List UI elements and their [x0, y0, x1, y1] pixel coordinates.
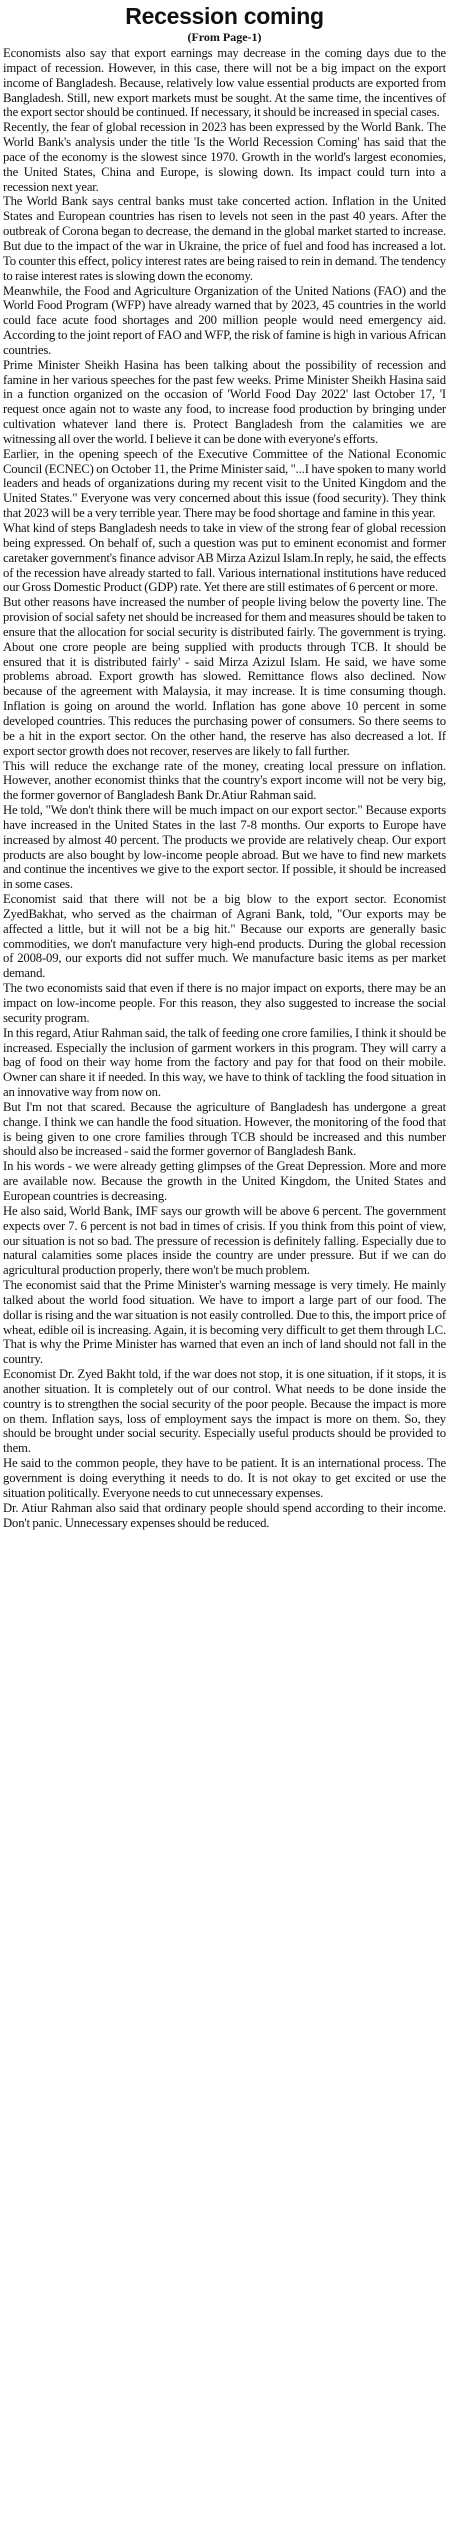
- paragraph: The two economists said that even if there is no major impact on exports, there may be an impact on low-income people. For this reason, they also suggested to increase the social security program.: [3, 981, 446, 1025]
- paragraph: Dr. Atiur Rahman also said that ordinary people should spend according to their income. Don't panic. Unnecessary expenses should be reduced.: [3, 1500, 446, 1530]
- paragraph: But other reasons have increased the number of people living below the poverty line. The provision of social safety net should be increased for them and measures should be taken to ensure that the allocation for social security is distributed fairly. The government is trying. About one crore people are being supplied with products through TCB. It should be ensured that it is distributed fairly' - said Mirza Azizul Islam. He said, we have some problems abroad. Export growth has slowed. Remittance flows also declined. Now because of the agreement with Malaysia, it may increase. It is time consuming though. Inflation is going on around the world. Inflation has gone above 10 percent in some developed countries. This reduces the purchasing power of consumers. So there seems to be a hit in the export sector. On the other hand, the reserve has also decreased a lot. If export sector growth does not recover, reserves are likely to fall further.: [3, 595, 446, 758]
- continuation-note: (From Page-1): [187, 30, 262, 44]
- paragraph: Earlier, in the opening speech of the Executive Committee of the National Economic Council (ECNEC) on October 11, the Prime Minister said, "...I have spoken to many world leaders and heads of organizations during my recent visit to the United Kingdom and the United States." Everyone was very concerned about this issue (food security). They think that 2023 will be a very terrible year. There may be food shortage and famine in this year.: [3, 446, 446, 521]
- paragraph: He said to the common people, they have to be patient. It is an international process. The government is doing everything it needs to do. It is not okay to get excited or use the situation politically. Everyone needs to cut unnecessary expenses.: [3, 1456, 446, 1500]
- paragraph: But I'm not that scared. Because the agriculture of Bangladesh has undergone a great change. I think we can handle the food situation. However, the monitoring of the food that is being given to one crore families through TCB should be increased and this number should also be increased - said the former governor of Bangladesh Bank.: [3, 1099, 446, 1159]
- paragraph: Economists also say that export earnings may decrease in the coming days due to the impact of recession. However, in this case, there will not be a big impact on the export income of Bangladesh. Because, relatively low value essential products are exported from Bangladesh. Still, new export markets must be sought. At the same time, the incentives of the export sector should be continued. If necessary, it should be increased in special cases.: [3, 46, 446, 120]
- paragraph: Meanwhile, the Food and Agriculture Organization of the United Nations (FAO) and the World Food Program (WFP) have already warned that by 2023, 45 countries in the world could face acute food shortages and 200 million people would need emergency aid. According to the joint report of FAO and WFP, the risk of famine is high in various African countries.: [3, 283, 446, 357]
- paragraph: In his words - we were already getting glimpses of the Great Depression. More and more are available now. Because the growth in the United Kingdom, the United States and European countries is decreasing.: [3, 1159, 446, 1203]
- article-body: [3, 46, 446, 1530]
- paragraph: Economist said that there will not be a big blow to the export sector. Economist ZyedBakhat, who served as the chairman of Agrani Bank, told, "Our exports may be affected a little, but it will not be a big hit." Because our exports are generally basic commodities, we don't manufacture very high-end products. During the global recession of 2008-09, our exports did not suffer much. We manufacture basic items as per market demand.: [3, 892, 446, 981]
- headline: Recession coming: [125, 3, 324, 29]
- paragraph: He told, "We don't think there will be much impact on our export sector." Because exports have increased in the United States in the last 7-8 months. Our exports to Europe have increased by almost 40 percent. The products we provide are relatively cheap. Our export products are also bought by low-income people abroad. But we have to find new markets and continue the incentives we give to the export sector. If possible, it should be increased in some cases.: [3, 803, 446, 892]
- paragraph: In this regard, Atiur Rahman said, the talk of feeding one crore families, I think it should be increased. Especially the inclusion of garment workers in this program. They will carry a bag of food on their way home from the factory and pay for that food on their mobile. Owner can share it if needed. In this way, we have to think of tackling the food situation in an innovative way from now on.: [3, 1025, 446, 1100]
- paragraph: Prime Minister Sheikh Hasina has been talking about the possibility of recession and famine in her various speeches for the past few weeks. Prime Minister Sheikh Hasina said in a function organized on the occasion of 'World Food Day 2022' last October 17, 'I request once again not to waste any food, to increase food production by bringing under cultivation whatever land there is. Protect Bangladesh from the calamities we are witnessing all over the world. I believe it can be done with everyone's efforts.: [3, 357, 446, 446]
- paragraph: Economist Dr. Zyed Bakht told, if the war does not stop, it is one situation, if it stops, it is another situation. It is completely out of our control. What needs to be done inside the country is to strengthen the social security of the poor people. Because the impact is more on them. Inflation says, loss of employment says the impact is more on them. So, they should be brought under social security. Especially useful products should be provided to them.: [3, 1367, 446, 1456]
- paragraph: The World Bank says central banks must take concerted action. Inflation in the United States and European countries has risen to levels not seen in the past 40 years. After the outbreak of Corona began to decrease, the demand in the global market started to increase. But due to the impact of the war in Ukraine, the price of fuel and food has increased a lot. To counter this effect, policy interest rates are being raised to rein in demand. The tendency to raise interest rates is slowing down the economy.: [3, 194, 446, 283]
- paragraph: He also said, World Bank, IMF says our growth will be above 6 percent. The government expects over 7. 6 percent is not bad in times of crisis. If you think from this point of view, our situation is not so bad. The pressure of recession is definitely falling. Especially due to natural calamities some places inside the country are under pressure. But if we can do agricultural production properly, there won't be much problem.: [3, 1203, 446, 1278]
- paragraph: Recently, the fear of global recession in 2023 has been expressed by the World Bank. The World Bank's analysis under the title 'Is the World Recession Coming' has said that the pace of the economy is the slowest since 1970. Growth in the world's largest economies, the United States, China and Europe, is slowing down. Its impact could turn into a recession next year.: [3, 120, 446, 194]
- paragraph: The economist said that the Prime Minister's warning message is very timely. He mainly talked about the world food situation. We have to import a large part of our food. The dollar is rising and the war situation is not easily controlled. Due to this, the import price of wheat, edible oil is increasing. Again, it is becoming very difficult to get them through LC. That is why the Prime Minister has warned that even an inch of land should not fall in the country.: [3, 1278, 446, 1367]
- paragraph: This will reduce the exchange rate of the money, creating local pressure on inflation. However, another economist thinks that the country's export income will not be very big, the former governor of Bangladesh Bank Dr.Atiur Rahman said.: [3, 758, 446, 803]
- paragraph: What kind of steps Bangladesh needs to take in view of the strong fear of global recession being expressed. On behalf of, such a question was put to eminent economist and former caretaker government's finance advisor AB Mirza Azizul Islam.In reply, he said, the effects of the recession have already started to fall. Various international institutions have reduced our Gross Domestic Product (GDP) rate. Yet there are still estimates of 6 percent or more.: [3, 521, 446, 595]
